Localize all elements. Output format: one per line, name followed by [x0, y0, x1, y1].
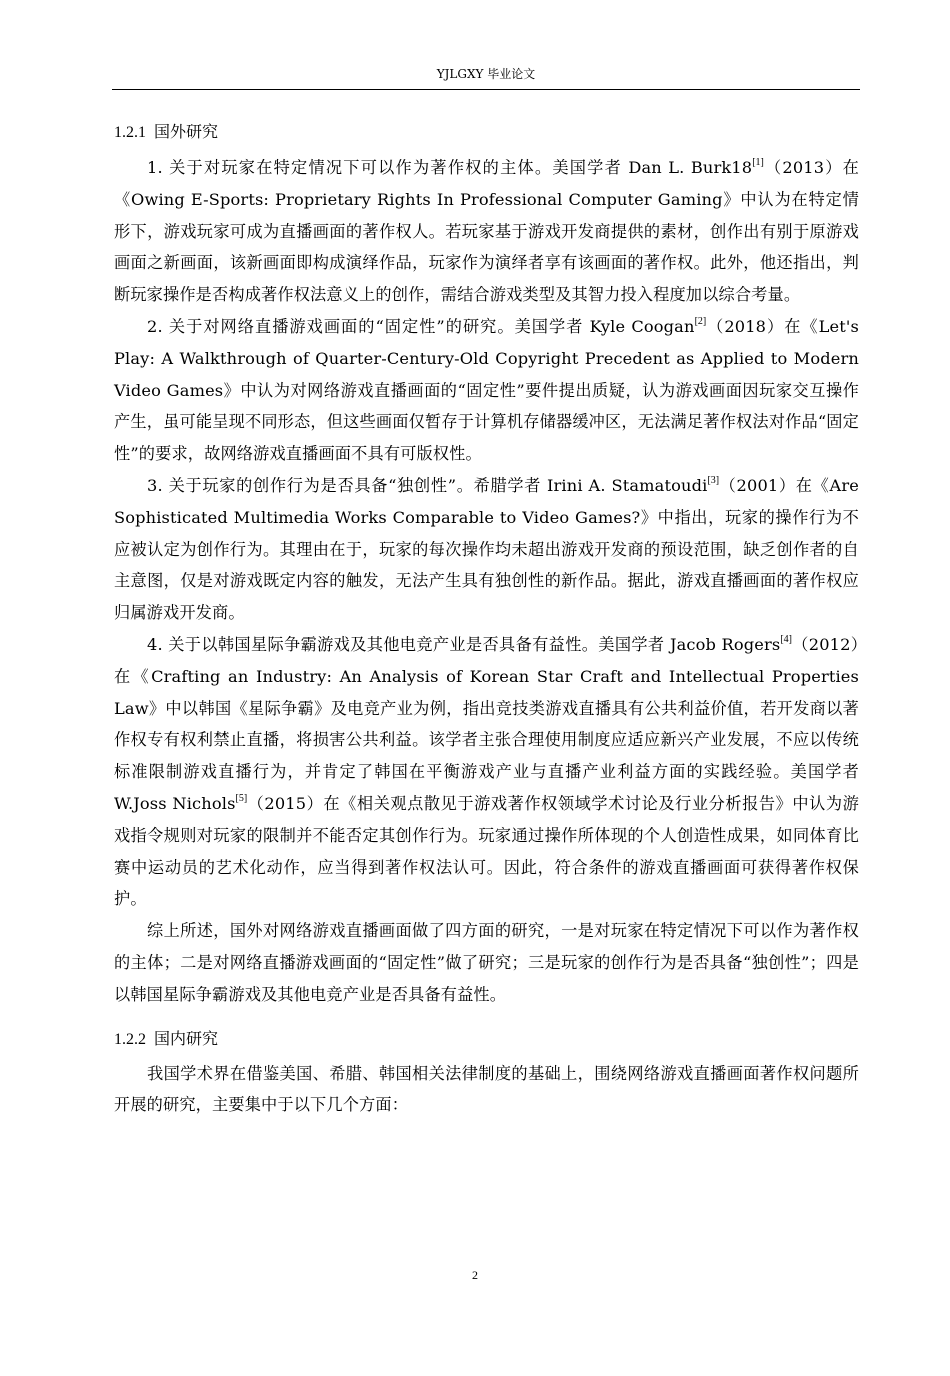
paragraph-burk [114, 152, 859, 311]
citation-ref: [1] [752, 157, 764, 168]
section-heading-1-2-2 [114, 1027, 859, 1052]
header-rule [112, 89, 860, 90]
citation-ref: [3] [707, 474, 720, 486]
paragraph-text: 4. 关于以韩国星际争霸游戏及其他电竞产业是否具备有益性。美国学者 Jacob Rogers [147, 634, 781, 654]
page-body [114, 120, 859, 1121]
section-number: 1.2.2 [114, 1030, 146, 1048]
page-number: 2 [472, 1268, 478, 1282]
section-heading-1-2-1 [114, 120, 859, 145]
paragraph-text: 2. 关于对网络直播游戏画面的“固定性”的研究。美国学者 Kyle Coogan [147, 316, 695, 336]
section-title: 国外研究 [154, 122, 219, 141]
paragraph-text: （2015）在《相关观点散见于游戏著作权领域学术讨论及行业分析报告》中认为游戏指令规则对玩家的限制并不能否定其创作行为。玩家通过操作所体现的个人创造性成果，如同体育比赛中运动员的艺术化动作，应当得到著作权法认可。因此，符合条件的游戏直播画面可获得著作权保护。 [114, 793, 859, 909]
paragraph-domestic-intro: 我国学术界在借鉴美国、希腊、韩国相关法律制度的基础上，围绕网络游戏直播画面著作权问题所开展的研究，主要集中于以下几个方面： [114, 1063, 859, 1115]
section-title: 国内研究 [154, 1028, 219, 1048]
paragraph-text: （2001）在《Are Sophisticated Multimedia Works Comparable to Video Games?》中指出，玩家的操作行为不应被认定为创作行为。其理由在于，玩家的每次操作均未超出游戏开发商的预设范围，缺乏创作者的自主意图，仅是对游戏既定内容的触发，无法产生具有独创性的新作品。据此，游戏直播画面的著作权应归属游戏开发商。 [114, 475, 860, 623]
running-header: YJLGXY 毕业论文 [436, 67, 536, 81]
citation-ref: [4] [780, 633, 793, 645]
citation-ref: [2] [694, 315, 707, 327]
paragraph-text: （2013）在《Owing E-Sports: Proprietary Rights In Professional Computer Gaming》中认为在特定情形下，游戏玩家可成为直播画面的著作权人。若玩家基于游戏开发商提供的素材，创作出有别于原游戏画面之新画面，该新画面即构成演绎作品，玩家作为演绎者享有该画面的著作权。此外，他还指出，判断玩家操作是否构成著作权法意义上的创作，需结合游戏类型及其智力投入程度加以综合考量。 [114, 158, 860, 305]
citation-ref: [5] [235, 792, 248, 804]
paragraph-coogan [114, 311, 859, 470]
paragraph-text: （2012）在《Crafting an Industry: An Analysis of Korean Star Craft and Intellectual Properties Law》中以韩国《星际争霸》及电竞产业为例，指出竞技类游戏直播具有公共利益价值，若开发商以著作权专有权利禁止直播，将损害公共利益。该学者主张合理使用制度应适应新兴产业发展，不应以传统标准限制游戏直播行为，并肯定了韩国在平衡游戏产业与直播产业利益方面的实践经验。美国学者 W.Joss Nichols [114, 634, 859, 813]
paragraph-rogers-nichols [114, 629, 859, 915]
paragraph-text: 3. 关于玩家的创作行为是否具备“独创性”。希腊学者 Irini A. Stamatoudi [147, 475, 708, 495]
paragraph-text: （2018）在《Let's Play: A Walkthrough of Quarter-Century-Old Copyright Precedent as Applied to Modern Video Games》中认为对网络游戏直播画面的“固定性”要件提出质疑，认为游戏画面因玩家交互操作产生，虽可能呈现不同形态，但这些画面仅暂存于计算机存储器缓冲区，无法满足著作权法对作品“固定性”的要求，故网络游戏直播画面不具有可版权性。 [114, 316, 859, 464]
paragraph-text: 1. 关于对玩家在特定情况下可以作为著作权的主体。美国学者 Dan L. Burk18 [147, 158, 753, 177]
section-number: 1.2.1 [114, 124, 146, 141]
paragraph-stamatoudi [114, 470, 859, 629]
paragraph-summary: 综上所述，国外对网络游戏直播画面做了四方面的研究，一是对玩家在特定情况下可以作为著作权的主体；二是对网络直播游戏画面的“固定性”做了研究；三是玩家的创作行为是否具备“独创性”；四是以韩国星际争霸游戏及其他电竞产业是否具备有益性。 [114, 921, 859, 1004]
